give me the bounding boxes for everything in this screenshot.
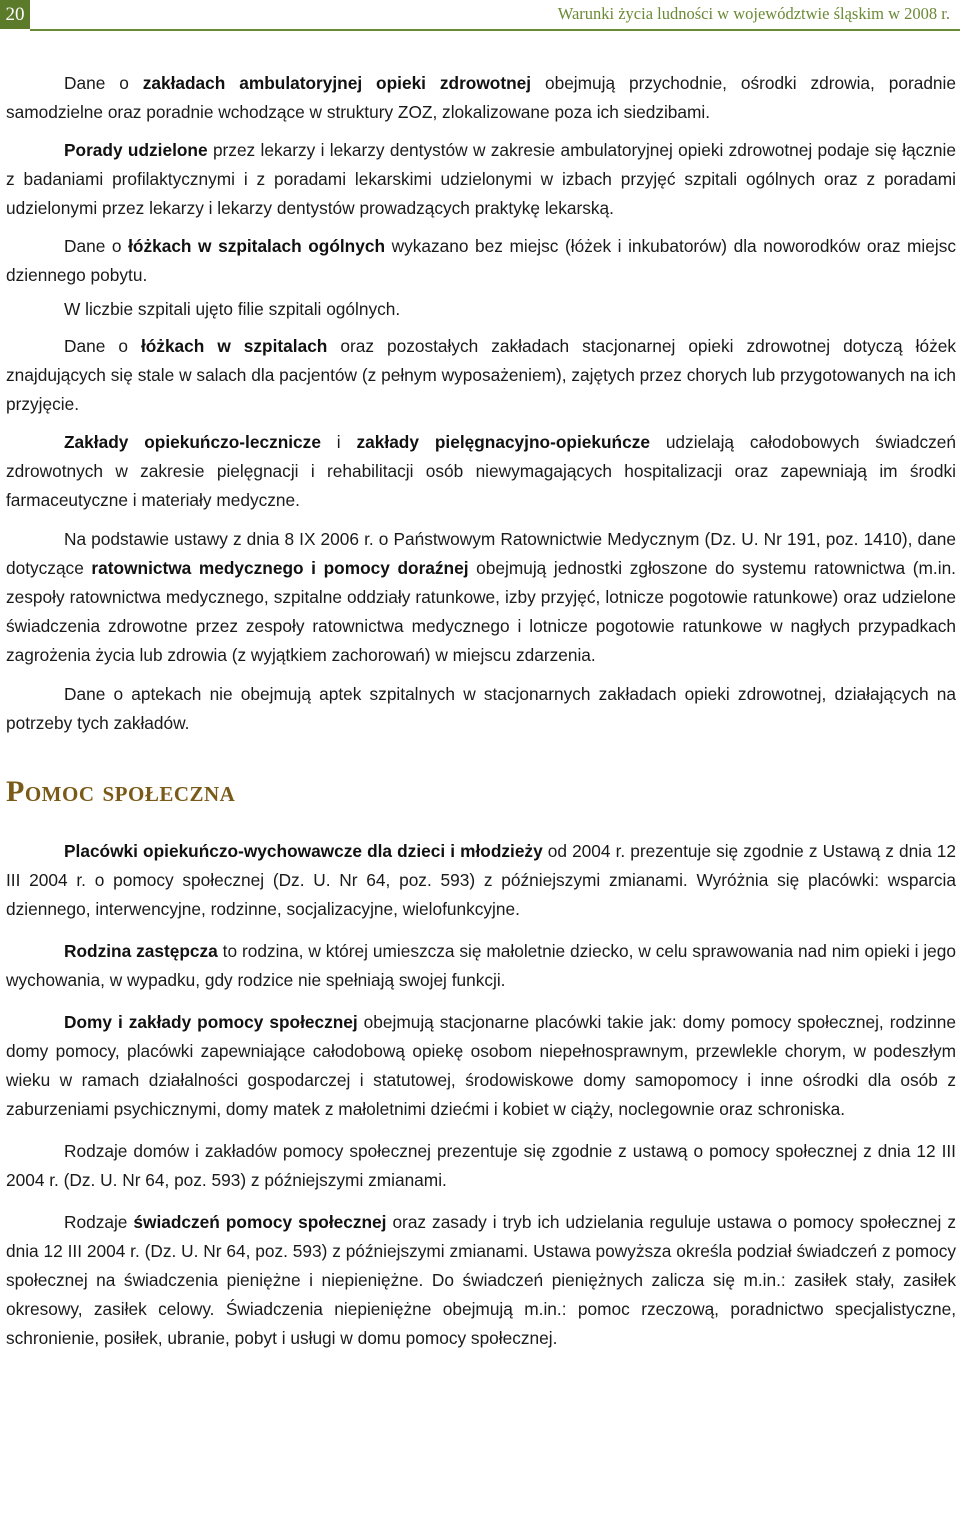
text-run: udzielają całodobowych świadczeń zdrowotnych w zakresie pielęgnacji i rehabilitacji osób niewymagających hospitalizacji oraz zapewniają im środki farmaceutyczne i materiały medyczne.: [6, 432, 956, 510]
text-run: W liczbie szpitali ujęto filie szpitali ogólnych.: [64, 299, 401, 319]
bold-term: Porady udzielone: [64, 140, 208, 160]
paragraph: [6, 295, 956, 324]
paragraph: [6, 1137, 956, 1195]
text-run: obejmują jednostki zgłoszone do systemu ratownictwa (m.in. zespoły ratownictwa medycznego, szpitalne oddziały ratunkowe, izby przyjęć, lotnicze pogotowie ratunkowe) oraz udzielone świadczenia zdrowotne przez zespoły ratownictwa medycznego i lotnicze pogotowie ratunkowe w nagłych przypadkach zagrożenia życia lub zdrowia (z wyjątkiem zachorowań) w miejscu zdarzenia.: [6, 558, 956, 665]
bold-term: Domy i zakłady pomocy społecznej: [64, 1012, 358, 1032]
page-number: 20: [0, 0, 30, 29]
text-run: to rodzina, w której umieszcza się małoletnie dziecko, w celu sprawowania nad nim opieki i jego wychowania, w wypadku, gdy rodzice nie spełniają swojej funkcji.: [6, 941, 956, 990]
paragraph: [6, 1208, 956, 1353]
bold-term: zakładach ambulatoryjnej opieki zdrowotnej: [142, 73, 532, 93]
text-run: wykazano bez miejsc (łóżek i inkubatorów) dla noworodków oraz miejsc dziennego pobytu.: [6, 236, 957, 285]
text-run: Dane o: [64, 236, 129, 256]
bold-term: łóżkach w szpitalach: [140, 336, 328, 356]
text-run: Na podstawie ustawy z dnia 8 IX 2006 r. o Państwowym Ratownictwie Medycznym (Dz. U. Nr 191, poz. 1410), dane dotyczące: [6, 529, 956, 578]
bold-term: świadczeń pomocy społecznej: [133, 1212, 387, 1232]
paragraph: [6, 525, 956, 670]
paragraph: [6, 1008, 956, 1124]
text-run: Dane o: [64, 336, 141, 356]
text-run: oraz pozostałych zakładach stacjonarnej opieki zdrowotnej dotyczą łóżek znajdujących się stale w salach dla pacjentów (z pełnym wyposażeniem), zajętych przez chorych lub przygotowanych na ich przyjęcie.: [6, 336, 956, 414]
text-run: Dane o aptekach nie obejmują aptek szpitalnych w stacjonarnych zakładach opieki zdrowotnej, działających na potrzeby tych zakładów.: [6, 684, 956, 733]
bold-term: zakłady pielęgnacyjno-opiekuńcze: [356, 432, 650, 452]
paragraph: [6, 232, 956, 290]
text-run: obejmują stacjonarne placówki takie jak: domy pomocy społecznej, rodzinne domy pomocy, placówki zapewniające całodobową opiekę osobom niepełnosprawnym, przewlekle chorym, w podeszłym wieku w ramach działalności gospodarczej i statutowej, środowiskowe domy samopomocy i inne ośrodki dla osób z zaburzeniami psychicznymi, domy matek z małoletnimi dziećmi i kobiet w ciąży, noclegownie oraz schroniska.: [6, 1012, 956, 1119]
running-title: Warunki życia ludności w województwie śląskim w 2008 r.: [557, 4, 950, 23]
bold-term: Placówki opiekuńczo-wychowawcze dla dzieci i młodzieży: [64, 841, 543, 861]
bold-term: Rodzina zastępcza: [64, 941, 218, 961]
page-content: [6, 69, 956, 1353]
text-run: Rodzaje: [64, 1212, 134, 1232]
text-run: Rodzaje domów i zakładów pomocy społecznej prezentuje się zgodnie z ustawą o pomocy społecznej z dnia 12 III 2004 r. (Dz. U. Nr 64, poz. 593) z późniejszymi zmianami.: [6, 1141, 956, 1190]
bold-term: ratownictwa medycznego i pomocy doraźnej: [91, 558, 469, 578]
text-run: od 2004 r. prezentuje się zgodnie z Ustawą z dnia 12 III 2004 r. o pomocy społecznej (Dz. U. Nr 64, poz. 593) z późniejszymi zmianami. Wyróżnia się placówki: wsparcia dziennego, interwencyjne, rodzinne, socjalizacyjne, wielofunkcyjne.: [6, 841, 956, 919]
paragraph: [6, 69, 956, 127]
section-title: Pomoc społeczna: [6, 775, 236, 808]
bold-term: łóżkach w szpitalach ogólnych: [128, 236, 386, 256]
text-run: i: [320, 432, 357, 452]
text-run: obejmują przychodnie, ośrodki zdrowia, poradnie samodzielne oraz poradnie wchodzące w struktury ZOZ, zlokalizowane poza ich siedzibami.: [6, 73, 956, 122]
text-run: Dane o: [64, 73, 143, 93]
paragraph: [6, 937, 956, 995]
text-run: przez lekarzy i lekarzy dentystów w zakresie ambulatoryjnej opieki zdrowotnej podaje się łącznie z badaniami profilaktycznymi i z poradami lekarskimi udzielonymi w izbach przyjęć szpitali ogólnych oraz z poradami udzielonymi przez lekarzy i lekarzy dentystów prowadzących praktykę lekarską.: [6, 140, 956, 218]
text-run: oraz zasady i tryb ich udzielania reguluje ustawa o pomocy społecznej z dnia 12 III 2004 r. (Dz. U. Nr 64, poz. 593) z późniejszymi zmianami. Ustawa powyższa określa podział świadczeń z pomocy społecznej na świadczenia pieniężne i niepieniężne. Do świadczeń pieniężnych zalicza się m.in.: zasiłek stały, zasiłek okresowy, zasiłek celowy. Świadczenia niepieniężne obejmują m.in.: pomoc rzeczową, poradnictwo specjalistyczne, schronienie, posiłek, ubranie, pobyt i usługi w domu pomocy społecznej.: [6, 1212, 956, 1348]
bold-term: Zakłady opiekuńczo-lecznicze: [64, 432, 321, 452]
paragraph: [6, 332, 956, 419]
paragraph: [6, 680, 956, 738]
page-header: [0, 0, 960, 32]
paragraph: [6, 837, 956, 924]
paragraph: [6, 136, 956, 223]
paragraph: [6, 428, 956, 515]
header-rule: [30, 29, 960, 31]
